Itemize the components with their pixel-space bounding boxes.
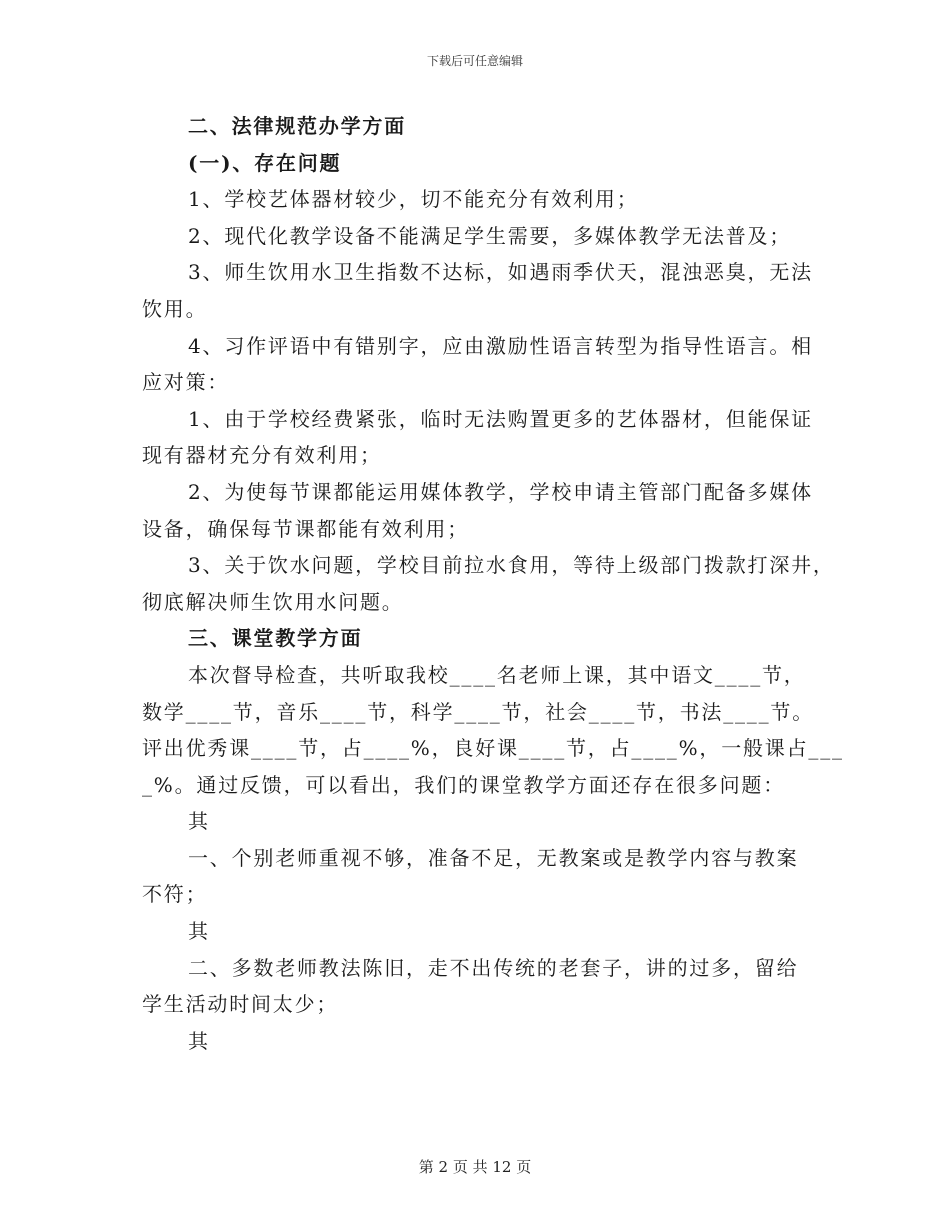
paragraph-line: 学生活动时间太少； xyxy=(142,992,339,1017)
paragraph-line: 1、学校艺体器材较少，切不能充分有效利用； xyxy=(188,187,639,212)
paragraph-line: 数学____节，音乐____节，科学____节，社会____节，书法____节。 xyxy=(142,699,814,724)
paragraph-line: 本次督导检查，共听取我校____名老师上课，其中语文____节， xyxy=(188,662,806,687)
paragraph-line: 应对策： xyxy=(142,370,230,395)
paragraph-line: 4、习作评语中有错别字，应由激励性语言转型为指导性语言。相 xyxy=(188,333,813,358)
paragraph-line: 现有器材充分有效利用； xyxy=(142,443,382,468)
paragraph-line: 彻底解决师生饮用水问题。 xyxy=(142,589,404,614)
document-body xyxy=(142,108,844,1059)
paragraph-line: 1、由于学校经费紧张，临时无法购置更多的艺体器材，但能保证 xyxy=(188,406,813,431)
section-heading: (一)、存在问题 xyxy=(188,150,342,175)
paragraph-line: 饮用。 xyxy=(142,296,208,321)
paragraph-line: 二、多数老师教法陈旧，走不出传统的老套子，讲的过多，留给 xyxy=(188,955,799,980)
paragraph-line: 3、师生饮用水卫生指数不达标，如遇雨季伏天，混浊恶臭，无法 xyxy=(188,260,813,285)
paragraph-line: 3、关于饮水问题，学校目前拉水食用，等待上级部门拨款打深井， xyxy=(188,553,835,578)
paragraph-line: 评出优秀课____节，占____%，良好课____节，占____%，一般课占___ xyxy=(142,736,844,761)
section-heading: 二、法律规范办学方面 xyxy=(188,114,406,138)
paragraph-line: 2、现代化教学设备不能满足学生需要，多媒体教学无法普及； xyxy=(188,223,792,248)
paragraph-line: 其 xyxy=(188,809,210,834)
header-note: 下载后可任意编辑 xyxy=(426,54,523,68)
paragraph-line: _%。通过反馈，可以看出，我们的课堂教学方面还存在很多问题： xyxy=(142,772,786,797)
paragraph-line: 其 xyxy=(188,1028,210,1053)
paragraph-line: 2、为使每节课都能运用媒体教学，学校申请主管部门配备多媒体 xyxy=(188,479,813,504)
section-heading: 三、课堂教学方面 xyxy=(188,626,363,651)
paragraph-line: 设备，确保每节课都能有效利用； xyxy=(142,516,469,541)
paragraph-line: 一、个别老师重视不够，准备不足，无教案或是教学内容与教案 xyxy=(188,845,799,870)
paragraph-line: 其 xyxy=(188,919,210,944)
paragraph-line: 不符； xyxy=(142,882,208,907)
page-footer: 第 2 页 共 12 页 xyxy=(418,1158,532,1176)
